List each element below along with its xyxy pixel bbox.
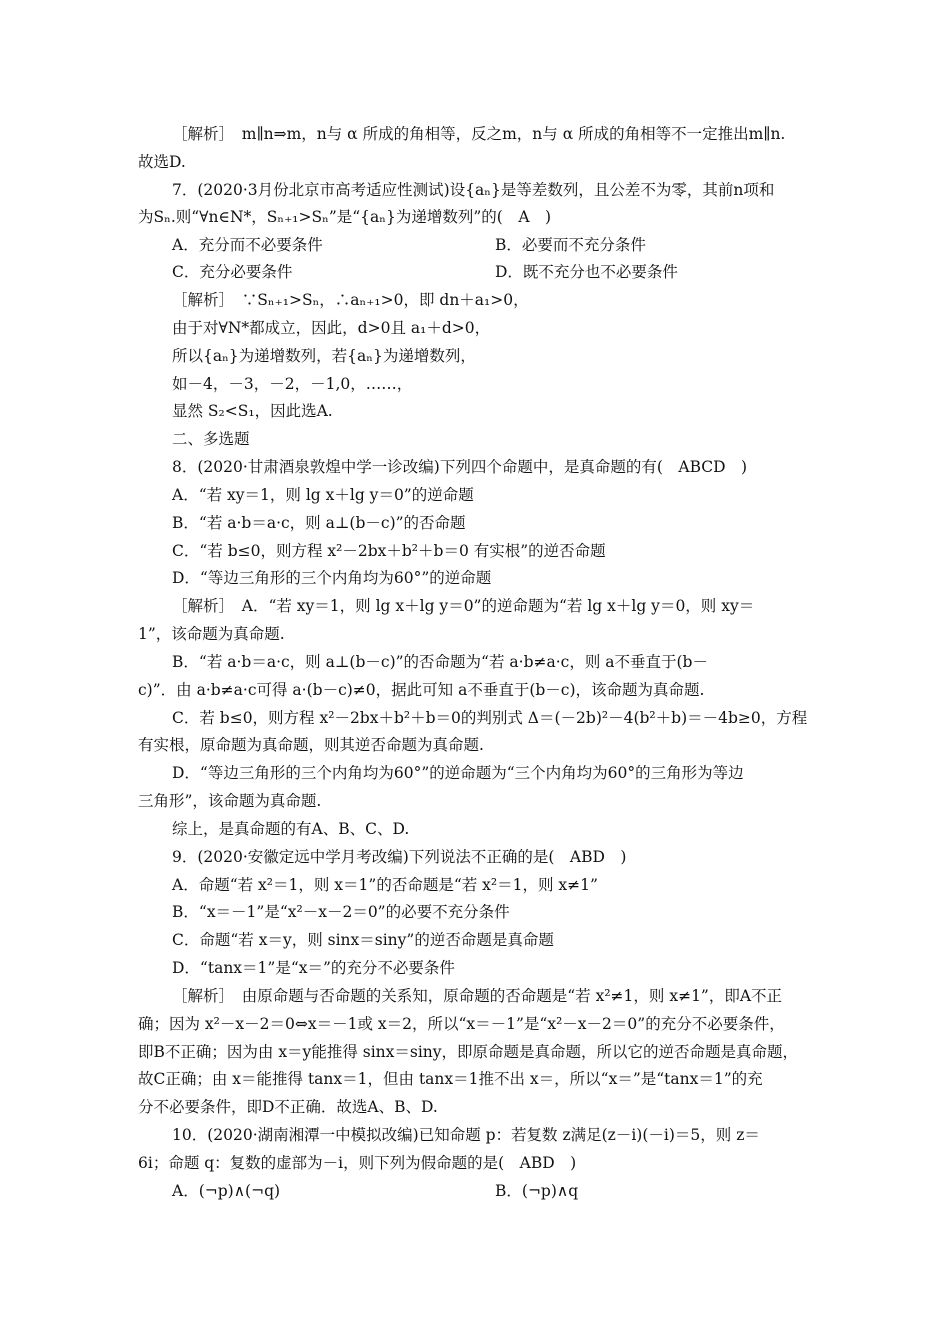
text-line: 故选D. [138, 153, 186, 171]
text-line: ［解析］ m∥n⇒m，n与 α 所成的角相等，反之m，n与 α 所成的角相等不一定推出m∥n. [172, 125, 786, 143]
text-line: 8．(2020·甘肃酒泉敦煌中学一诊改编)下列四个命题中，是真命题的有( ABCD ) [172, 458, 748, 476]
text-line: 所以{aₙ}为递增数列，若{aₙ}为递增数列， [172, 347, 476, 365]
text-line: 由于对∀N*都成立，因此，d>0且 a₁＋d>0， [172, 319, 491, 337]
text-line: B．“若 a·b＝a·c，则 a⊥(b－c)”的否命题为“若 a·b≠a·c，则 a不垂直于(b－ [172, 653, 708, 671]
text-line: 三角形”，该命题为真命题. [138, 792, 322, 810]
text-line: 9．(2020·安徽定远中学月考改编)下列说法不正确的是( ABD ) [172, 848, 627, 866]
text-line: D．“等边三角形的三个内角均为60°”的逆命题为“三个内角均为60°的三角形为等边 [172, 764, 744, 782]
text-line: B．“x＝－1”是“x²－x－2＝0”的必要不充分条件 [172, 903, 510, 921]
text-line: 分不必要条件，即D不正确．故选A、B、D. [138, 1098, 438, 1116]
text-line: 如－4，－3，－2，－1,0，……， [172, 375, 413, 393]
text-line: 1”，该命题为真命题. [138, 625, 285, 643]
text-line: B．“若 a·b＝a·c，则 a⊥(b－c)”的否命题 [172, 514, 466, 532]
text-line: A．“若 xy＝1，则 lg x＋lg y＝0”的逆命题 [172, 486, 474, 504]
text-line: 有实根，原命题为真命题，则其逆否命题为真命题. [138, 736, 484, 754]
text-line: 显然 S₂<S₁，因此选A. [172, 402, 333, 420]
text-line: C．“若 b≤0，则方程 x²－2bx＋b²＋b＝0 有实根”的逆否命题 [172, 542, 606, 560]
text-line: 7．(2020·3月份北京市高考适应性测试)设{aₙ}是等差数列，且公差不为零，其前n项和 [172, 181, 775, 199]
option-c: C．充分必要条件 [172, 263, 293, 281]
option-d: D．既不充分也不必要条件 [495, 263, 678, 281]
text-line: ［解析］ 由原命题与否命题的关系知，原命题的否命题是“若 x²≠1，则 x≠1”，即A不正 [172, 987, 783, 1005]
text-line: D．“等边三角形的三个内角均为60°”的逆命题 [172, 569, 492, 587]
text-line: 确；因为 x²－x－2＝0⇔x＝－1或 x＝2，所以“x＝－1”是“x²－x－2＝0”的充分不必要条件， [138, 1015, 785, 1033]
text-line: C．命题“若 x＝y，则 sinx＝siny”的逆否命题是真命题 [172, 931, 554, 949]
section-heading: 二、多选题 [172, 430, 250, 448]
text-line: A．命题“若 x²＝1，则 x＝1”的否命题是“若 x²＝1，则 x≠1” [172, 876, 598, 894]
text-line: ［解析］ A．“若 xy＝1，则 lg x＋lg y＝0”的逆命题为“若 lg x＋lg y＝0，则 xy＝ [172, 597, 755, 615]
text-line: 故C正确；由 x＝能推得 tanx＝1，但由 tanx＝1推不出 x＝，所以“x＝”是“tanx＝1”的充 [138, 1070, 763, 1088]
text-line: c)”．由 a·b≠a·c可得 a·(b－c)≠0，据此可知 a不垂直于(b－c)，该命题为真命题. [138, 681, 705, 699]
text-line: D．“tanx＝1”是“x＝”的充分不必要条件 [172, 959, 455, 977]
option-a: A．(¬p)∧(¬q) [172, 1182, 281, 1200]
option-b: B．必要而不充分条件 [495, 236, 646, 254]
text-line: 综上，是真命题的有A、B、C、D. [172, 820, 410, 838]
text-line: 10．(2020·湖南湘潭一中模拟改编)已知命题 p：若复数 z满足(z－i)(－i)＝5，则 z＝ [172, 1126, 760, 1144]
option-b: B．(¬p)∧q [495, 1182, 579, 1200]
option-a: A．充分而不必要条件 [172, 236, 323, 254]
text-line: 为Sₙ.则“∀n∈N*，Sₙ₊₁>Sₙ”是“{aₙ}为递增数列”的( A ) [138, 208, 552, 226]
text-line: ［解析］ ∵Sₙ₊₁>Sₙ，∴aₙ₊₁>0，即 dn＋a₁>0， [172, 291, 529, 309]
text-line: 即B不正确；因为由 x＝y能推得 sinx＝siny，即原命题是真命题，所以它的逆否命题是真命题， [138, 1043, 799, 1061]
text-line: C．若 b≤0，则方程 x²－2bx＋b²＋b＝0的判别式 Δ＝(－2b)²－4(b²＋b)＝－4b≥0，方程 [172, 709, 808, 727]
text-line: 6i；命题 q：复数的虚部为－i，则下列为假命题的是( ABD ) [138, 1154, 577, 1172]
